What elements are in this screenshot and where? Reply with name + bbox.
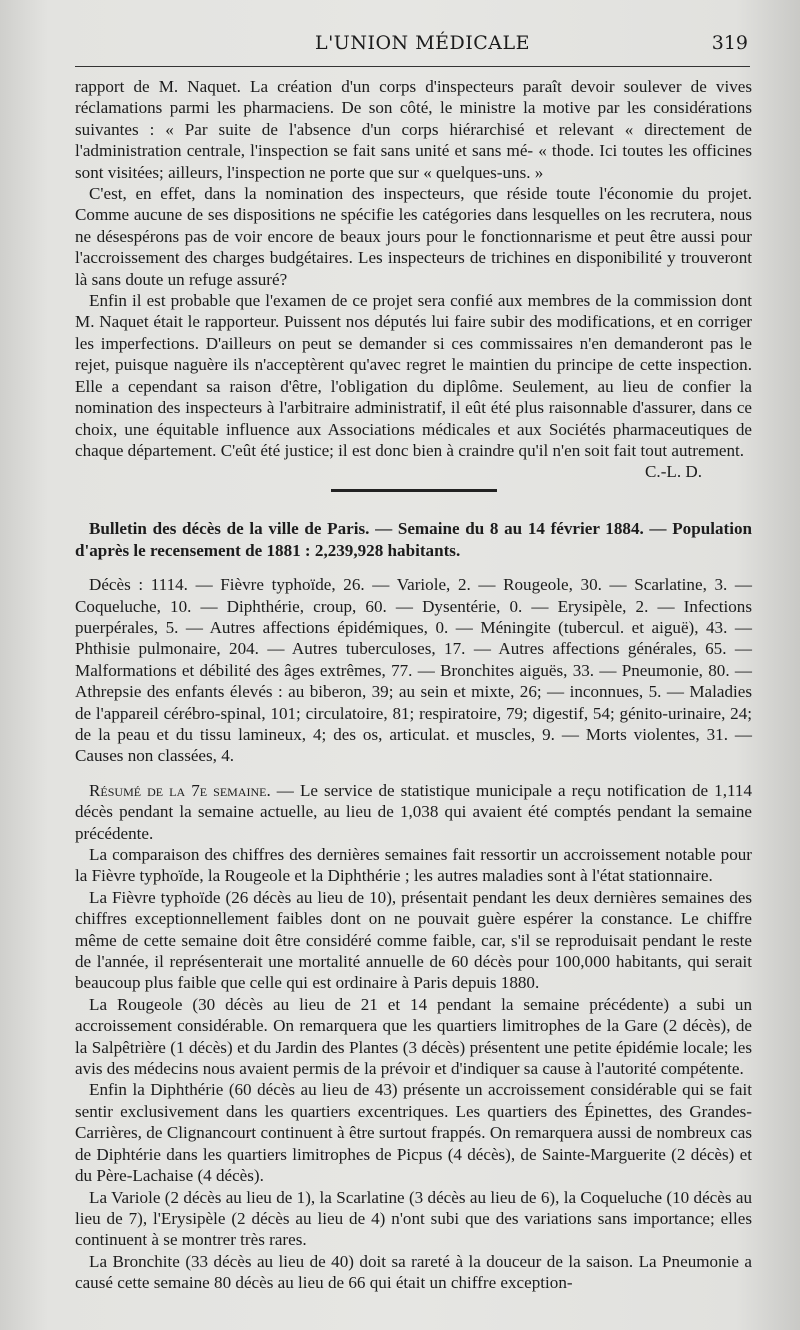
editorial-paragraph: C'est, en effet, dans la nomination des inspecteurs, que réside toute l'économie du projet. Comme aucune de ses dispositions ne spécifie les catégories dans lesquelles on les recrutera, nous ne désespérons pas de voir encore de beaux jours pour le fonctionnarisme et peut être aussi pour l'accroissement des charges budgétaires. Les inspecteurs de trichines en disponibilité y trouveront là sans doute un refuge assuré?	[75, 184, 752, 289]
page-number: 319	[711, 32, 748, 54]
bulletin-subtitle: — Semaine du 8 au 14 février 1884. — Population d'après le recensement de 1881 : 2,239,928 habitants.	[75, 519, 752, 560]
section-divider	[331, 489, 497, 492]
summary-paragraph: La Variole (2 décès au lieu de 1), la Scarlatine (3 décès au lieu de 6), la Coqueluche (10 décès au lieu de 7), l'Erysipèle (2 décès au lieu de 4) n'ont subi que des variations sans importance; elles continuent à se montrer très rares.	[75, 1187, 752, 1250]
header-rule	[75, 66, 750, 67]
editorial-article	[75, 76, 752, 482]
summary-paragraph: La Fièvre typhoïde (26 décès au lieu de 10), présentait pendant les deux dernières semaines des chiffres exceptionnellement faibles dont on ne pouvait guère espérer la constance. Le chiffre même de cette semaine doit être considéré comme faible, car, s'il se reproduisait pendant le reste de l'année, il représenterait une mortalité annuelle de 60 décès pour 100,000 habitants, qui serait beaucoup plus faible que celle qui est ordinaire à Paris depuis 1880.	[75, 887, 752, 993]
summary-paragraph	[75, 780, 752, 844]
running-header	[75, 30, 770, 62]
weekly-summary	[75, 780, 752, 1294]
summary-intro: — Le service de statistique municipale a reçu notification de 1,114 décès pendant la semaine actuelle, au lieu de 1,038 qui avaient été comptés pendant la semaine précédente.	[75, 780, 752, 843]
summary-paragraph: La Rougeole (30 décès au lieu de 21 et 14 pendant la semaine précédente) a subi un accroissement considérable. On remarquera que les quartiers limitrophes de la Gare (2 décès), de la Salpêtrière (1 décès) et du Jardin des Plantes (3 décès) présentent une petite épidémie locale; les avis des médecins nous avaient permis de la prévoir et d'indiquer sa cause à l'autorité compétente.	[75, 994, 752, 1079]
death-bulletin	[75, 518, 752, 766]
editorial-paragraph-last	[75, 290, 752, 482]
summary-paragraph: La Bronchite (33 décès au lieu de 40) doit sa rareté à la douceur de la saison. La Pneumonie a causé cette semaine 80 décès au lieu de 66 qui était un chiffre exception-	[75, 1251, 752, 1293]
summary-label: Résumé de la 7e semaine.	[89, 780, 271, 800]
summary-paragraph: Enfin la Diphthérie (60 décès au lieu de 43) présente un accroissement considérable qui se fait sentir exclusivement dans les quartiers excentriques. Les quartiers des Épinettes, des Grandes-Carrières, de Clignancourt continuent à être surtout frappés. On remarquera aussi de nombreux cas de Diphtérie dans les quartiers limitrophes de Picpus (4 décès), de Sainte-Marguerite (2 décès) et du Père-Lachaise (4 décès).	[75, 1080, 752, 1186]
editorial-paragraph: rapport de M. Naquet. La création d'un corps d'inspecteurs paraît devoir soulever de vives réclamations parmi les pharmaciens. De son côté, le ministre la motive par les considérations suivantes : « Par suite de l'absence d'un corps hiérarchisé et relevant « directement de l'administration centrale, l'inspection se fait sans unité et sans mé- « thode. Ici toutes les officines sont visitées; ailleurs, l'inspection ne porte que sur « quelques-uns. »	[75, 77, 752, 182]
bulletin-title: Bulletin des décès de la ville de Paris.	[89, 519, 370, 539]
journal-title: L'UNION MÉDICALE	[314, 32, 531, 54]
editorial-paragraph-text: Enfin il est probable que l'examen de ce projet sera confié aux membres de la commission dont M. Naquet était le rapporteur. Puissent nos députés lui faire subir des modifications, et en corriger les imperfections. D'ailleurs on peut se demander si ces commissaires n'en demanderont pas le rejet, puisque naguère ils n'acceptèrent qu'avec regret le maintien du principe de cette inspection. Elle a cependant sa raison d'être, l'obligation du diplôme. Seulement, au lieu de confier la nomination des inspecteurs à l'arbitraire administratif, il eût été plus raisonnable d'assurer, dans ce choix, une équitable influence aux Associations médicales et aux Sociétés pharmaceutiques de chaque département. C'eût été justice; il est donc bien à craindre qu'il n'en soit fait tout autrement.	[75, 291, 752, 460]
bulletin-headline	[75, 518, 752, 561]
page-body	[75, 76, 752, 1294]
author-signature: C.-L. D.	[645, 462, 702, 482]
bulletin-deaths-list: Décès : 1114. — Fièvre typhoïde, 26. — Variole, 2. — Rougeole, 30. — Scarlatine, 3. — Coqueluche, 10. — Diphthérie, croup, 60. — Dysentérie, 0. — Erysipèle, 2. — Infections puerpérales, 5. — Autres affections épidémiques, 0. — Méningite (tubercul. et aiguë), 43. — Phthisie pulmonaire, 204. — Autres tuberculoses, 17. — Autres affections générales, 65. — Malformations et débilité des âges extrêmes, 77. — Bronchites aiguës, 33. — Pneumonie, 80. — Athrepsie des enfants élevés : au biberon, 39; au sein et mixte, 26; — inconnues, 5. — Maladies de l'appareil cérébro-spinal, 101; circulatoire, 81; respiratoire, 79; digestif, 54; génito-urinaire, 24; de la peau et du tissu lamineux, 4; des os, articulat. et muscles, 9. — Morts violentes, 31. — Causes non classées, 4.	[75, 575, 752, 766]
summary-paragraph: La comparaison des chiffres des dernières semaines fait ressortir un accroissement notable pour la Fièvre typhoïde, la Rougeole et la Diphthérie ; les autres maladies sont à l'état stationnaire.	[75, 845, 752, 886]
